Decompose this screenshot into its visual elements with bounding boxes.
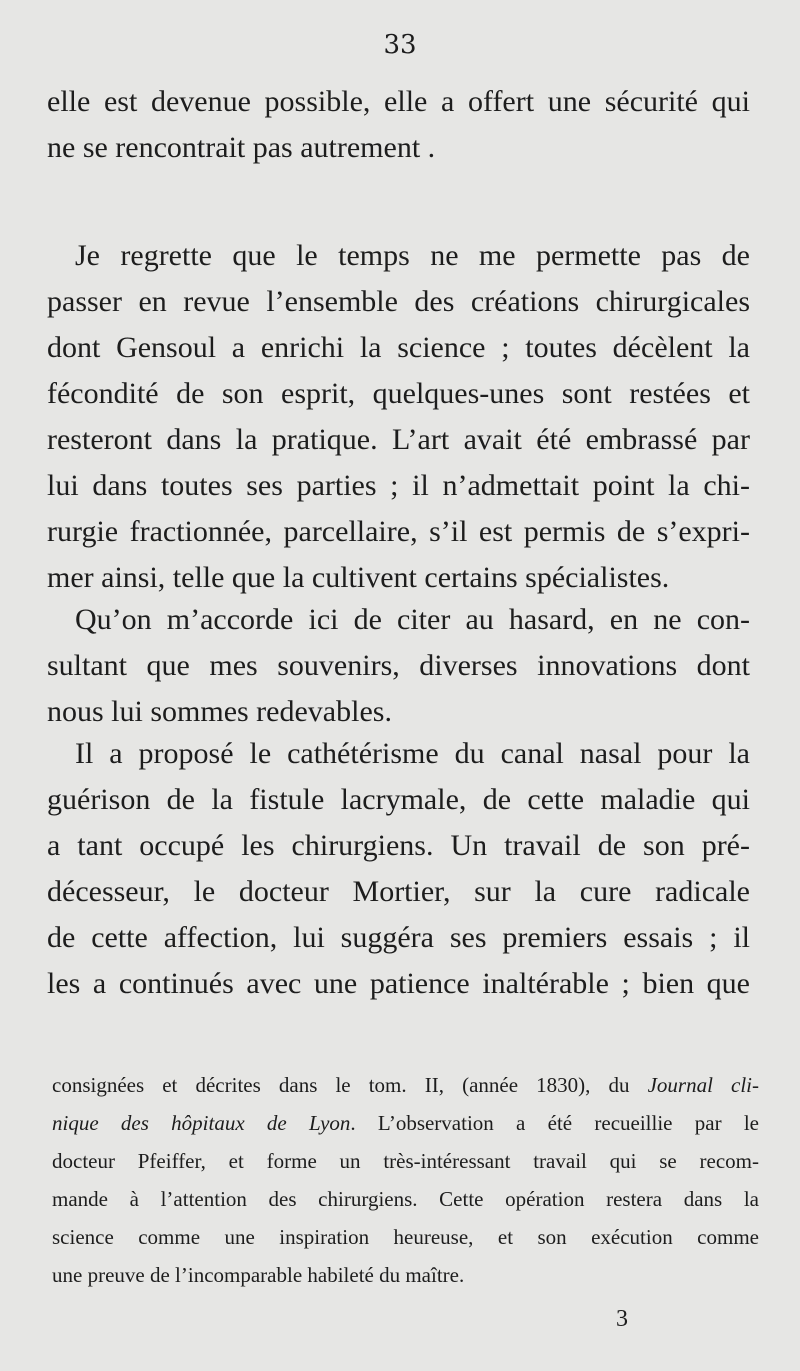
footnote-line: docteur Pfeiffer, et forme un très-intéressant travail qui se recom- xyxy=(52,1149,759,1173)
footnote xyxy=(52,1066,759,1294)
text-line: les a continués avec une patience inaltérable ; bien que xyxy=(47,967,750,1000)
footnote-text: . L’observation a été recueillie par le xyxy=(350,1111,759,1135)
footnote-line xyxy=(52,1104,759,1142)
volume-number: II xyxy=(424,1073,439,1097)
text-line: fécondité de son esprit, quelques-unes sont restées et xyxy=(47,377,750,410)
text-line: Il a proposé le cathétérisme du canal nasal pour la xyxy=(75,737,750,770)
footnote-line xyxy=(52,1066,759,1104)
text-line: nous lui sommes redevables. xyxy=(47,695,392,728)
footnote-text: , (année 1830), du xyxy=(438,1073,648,1097)
signature-mark: 3 xyxy=(616,1306,628,1332)
text-line: passer en revue l’ensemble des créations chirurgicales xyxy=(47,285,750,318)
footnote-line: mande à l’attention des chirurgiens. Cette opération restera dans la xyxy=(52,1187,759,1211)
journal-title: nique des hôpitaux de Lyon xyxy=(52,1111,351,1135)
text-line: de cette affection, lui suggéra ses premiers essais ; il xyxy=(47,921,750,954)
page-number: 33 xyxy=(383,30,417,60)
text-line: décesseur, le docteur Mortier, sur la cure radicale xyxy=(47,875,750,908)
journal-title: Journal cli- xyxy=(647,1073,760,1097)
text-line: Je regrette que le temps ne me permette pas de xyxy=(75,239,750,272)
footnote-line: une preuve de l’incomparable habileté du maître. xyxy=(52,1263,465,1287)
text-line: guérison de la fistule lacrymale, de cette maladie qui xyxy=(47,783,750,816)
text-line: rurgie fractionnée, parcellaire, s’il est permis de s’expri- xyxy=(47,515,750,548)
text-line: sultant que mes souvenirs, diverses innovations dont xyxy=(47,649,750,682)
paragraph-3 xyxy=(47,597,750,735)
text-line: lui dans toutes ses parties ; il n’admettait point la chi- xyxy=(47,469,750,502)
paragraph-4 xyxy=(47,731,750,1007)
footnote-text: consignées et décrites dans le tom. xyxy=(52,1073,425,1097)
footnote-line: science comme une inspiration heureuse, et son exécution comme xyxy=(52,1225,759,1249)
text-line: elle est devenue possible, elle a offert une sécurité qui xyxy=(47,85,750,118)
text-line: ne se rencontrait pas autrement . xyxy=(47,131,436,164)
text-line: a tant occupé les chirurgiens. Un travail de son pré- xyxy=(47,829,750,862)
paragraph-1 xyxy=(47,79,750,171)
text-line: mer ainsi, telle que la cultivent certains spécialistes. xyxy=(47,561,670,594)
text-line: Qu’on m’accorde ici de citer au hasard, en ne con- xyxy=(75,603,750,636)
text-line: dont Gensoul a enrichi la science ; toutes décèlent la xyxy=(47,331,750,364)
paragraph-2 xyxy=(47,233,750,601)
text-line: resteront dans la pratique. L’art avait été embrassé par xyxy=(47,423,750,456)
